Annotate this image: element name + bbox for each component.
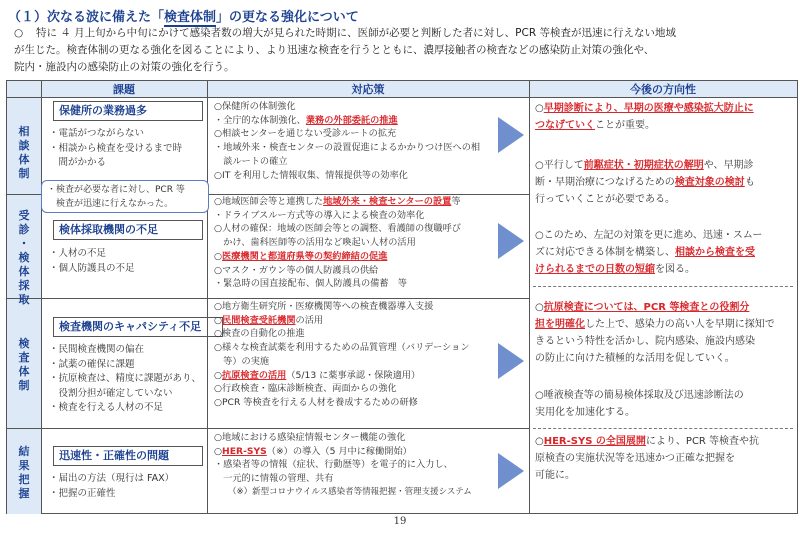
section-heading	[8, 6, 359, 25]
direction-text: や、早期診	[703, 160, 754, 171]
list-item: ・試薬の確保に課題	[49, 358, 135, 370]
category-char: 検	[18, 337, 30, 350]
measure-highlight: 医療機関と都道府県等の契約締結の促進	[222, 250, 388, 262]
category-char: 体	[18, 365, 30, 378]
measure-item: ○HER-SYS（※）の導入（5 月中に稼働開始）	[214, 445, 412, 457]
list-item: ・民間検査機関の偏在	[49, 344, 145, 355]
measure-highlight: 地域外来・検査センターの設置	[323, 196, 452, 207]
category-char: 制	[18, 167, 30, 180]
category-sampling	[11, 209, 37, 307]
measure-item: ○行政検査・臨床診断検査、両面からの強化	[214, 383, 397, 395]
callout-line-1: ・検査が必要な者に対し、PCR 等	[47, 185, 185, 195]
intro-line-1	[14, 25, 794, 42]
category-char: 採	[18, 279, 30, 292]
heading-prefix: （１）次なる波に備えた「	[8, 10, 165, 25]
measure-item: ○医療機関と都道府県等の契約締結の促進	[214, 250, 388, 262]
measure-item: ・ドライブスルー方式等の導入による検査の効率化	[214, 209, 425, 221]
direction-block-5	[535, 387, 795, 421]
direction-line	[535, 433, 795, 450]
measure-highlight: 業務の外部委託の推進	[305, 114, 398, 126]
direction-line: の防止に向けた積極的な活用を促していく。	[535, 353, 735, 364]
intro-line-2: が生じた。検査体制の更なる強化を図ることにより、より迅速な検査を行うとともに、濃厚接触者の検査などの感染防止対策の強化や、	[14, 44, 655, 56]
direction-block-3	[535, 227, 795, 278]
direction-highlight: 相談から検査を受	[675, 247, 755, 258]
category-results	[11, 445, 37, 501]
header-measures: 対応策	[207, 81, 529, 98]
intro-text-1: 特に ４ 月上旬から中旬にかけて感染者数の増大が見られた時期に、医師が必要と判断した者に対し、PCR 等検査が迅速に行えない地域	[36, 27, 676, 39]
category-consultation	[11, 125, 37, 181]
strategy-table	[6, 80, 798, 514]
direction-line	[535, 157, 795, 174]
row-divider-3	[7, 428, 529, 429]
measures-group-3	[214, 300, 496, 410]
direction-line	[535, 100, 795, 117]
list-item: ・抗原検査は、精度に課題があり、	[49, 373, 202, 384]
category-char: 把	[18, 473, 30, 486]
direction-highlight: HER-SYS の全国展開	[543, 436, 646, 447]
category-char: 査	[18, 351, 30, 364]
direction-line	[535, 117, 795, 134]
direction-highlight: 早期診断により、早期の医療や感染拡大防止に	[543, 103, 754, 114]
direction-divider-1	[533, 286, 793, 287]
measure-item: 談ルートの確立	[214, 155, 288, 167]
category-char: 受	[18, 209, 30, 222]
measure-item: 等）の実施	[214, 355, 270, 367]
direction-highlight: 抗原検査については、PCR 等検査との役割分	[543, 302, 750, 313]
direction-text: ○	[535, 103, 544, 114]
issue-list-3	[49, 343, 207, 416]
measure-text: ○地域医師会等と連携した	[214, 196, 324, 207]
page-number: 19	[393, 516, 407, 527]
problem-capacity: 検査機関のキャパシティ不足	[53, 317, 223, 337]
list-item: ・把握の正確性	[49, 487, 116, 499]
divider-issues	[207, 81, 208, 513]
measure-item: ○保健所の体制強化	[214, 101, 296, 112]
arrow-right-icon	[498, 453, 524, 489]
measure-text: 等	[451, 196, 461, 207]
category-testing	[11, 337, 37, 393]
measure-item: ○IT を利用した情報収集、情報提供等の効率化	[214, 169, 408, 181]
category-char: 結	[18, 445, 30, 458]
direction-block-6	[535, 433, 795, 484]
measures-group-2	[214, 195, 496, 291]
category-char: ・	[18, 237, 30, 250]
measure-item: かけ、歯科医師等の活用など喚起い人材の活用	[214, 237, 416, 249]
category-char: 相	[18, 125, 30, 138]
measure-item: ○地域における感染症情報センター機能の強化	[214, 432, 406, 443]
list-item: ・人材の不足	[49, 248, 107, 259]
list-item: ・届出の方法（現行は FAX）	[49, 473, 175, 484]
category-char: 果	[18, 459, 30, 472]
direction-line: 原検査の実施状況等を迅速かつ正確な把握を	[535, 453, 735, 464]
direction-line	[535, 261, 795, 278]
direction-text: も	[744, 177, 755, 188]
heading-emphasis: 検査体制	[164, 10, 217, 25]
measure-item: ・緊急時の国直接配布、個人防護具の備蓄 等	[214, 278, 407, 290]
header-corner	[7, 81, 41, 98]
direction-highlight: けられるまでの日数の短縮	[535, 264, 655, 275]
arrow-right-icon	[498, 117, 524, 153]
direction-text: ズに対応できる体制を構築し、	[535, 247, 675, 258]
callout-line-2: 検査が迅速に行えなかった。	[47, 199, 174, 209]
issue-list-2	[49, 247, 199, 276]
measure-item: 一元的に情報の管理、共有	[214, 473, 334, 485]
measure-highlight: 民間検査受託機関	[222, 314, 296, 326]
category-char: 体	[18, 153, 30, 166]
category-char: 取	[18, 293, 30, 306]
category-char: 談	[18, 139, 30, 152]
measure-item: ○PCR 等検査を行える人材を養成するための研修	[214, 396, 418, 408]
arrow-right-icon	[498, 343, 524, 379]
direction-text: により、PCR 等検査や抗	[645, 436, 760, 447]
measure-item	[214, 114, 496, 128]
direction-highlight: 前駆症状・初期症状の解明	[583, 160, 704, 171]
direction-line	[535, 174, 795, 191]
measure-item: ○検査の自動化の推進	[214, 328, 305, 340]
measure-highlight: 抗原検査の活用	[222, 369, 287, 381]
arrow-right-icon	[498, 223, 524, 259]
direction-text: ことが重要。	[595, 120, 655, 131]
problem-sampling: 検体採取機関の不足	[53, 220, 203, 240]
issue-list-4	[49, 472, 199, 501]
row-divider-2	[7, 298, 529, 299]
measure-text: （5/13 に薬事承認・保険適用）	[286, 369, 421, 381]
divider-measures	[529, 81, 530, 513]
direction-line: ○このため、左記の対策を更に進め、迅速・スムー	[535, 230, 763, 241]
list-item: ・個人防護具の不足	[49, 262, 135, 274]
direction-divider-2	[533, 428, 793, 429]
problem-speed-accuracy: 迅速性・正確性の問題	[53, 446, 203, 466]
header-directions: 今後の方向性	[529, 81, 797, 98]
header-issues: 課題	[41, 81, 207, 98]
list-item: 間がかかる	[49, 157, 107, 168]
intro-paragraph	[14, 25, 794, 76]
direction-line	[535, 299, 795, 316]
list-item: ・相談から検査を受けるまで時	[49, 142, 183, 154]
measure-item	[214, 195, 496, 209]
list-item: ・電話がつながらない	[49, 128, 145, 139]
direction-line	[535, 316, 795, 333]
divider-category	[41, 81, 42, 513]
measure-text: の活用	[295, 314, 324, 326]
measure-item: ○相談センターを通じない受診ルートの拡充	[214, 128, 397, 140]
measure-item: ○人材の確保：地域の医師会等との調整、看護師の復職呼び	[214, 223, 461, 235]
measure-item: ・地域外来・検査センターの設置促進によるかかりつけ医への相	[214, 142, 481, 154]
list-item: ・検査を行える人材の不足	[49, 402, 164, 413]
measure-item: ○民間検査受託機関の活用	[214, 314, 324, 326]
measures-group-4	[214, 431, 496, 500]
direction-text: した上で、感染力の高い人を早期に探知で	[585, 319, 775, 330]
problem-health-center: 保健所の業務過多	[53, 101, 203, 121]
direction-line: 実用化を加速化する。	[535, 407, 635, 418]
intro-bullet: ○	[14, 27, 24, 39]
category-char: 診	[18, 223, 30, 236]
direction-highlight: つなげていく	[535, 120, 595, 131]
callout-box	[41, 180, 209, 213]
direction-line: きるという特性を活かし、院内感染、施設内感染	[535, 336, 755, 347]
measure-highlight: HER-SYS	[222, 445, 267, 457]
measure-item: ○抗原検査の活用（5/13 に薬事承認・保険適用）	[214, 369, 421, 381]
direction-highlight: 担を明確化	[535, 319, 585, 330]
direction-text: ○平行して	[535, 160, 584, 171]
measure-text: （※）の導入（5 月中に稼働開始）	[266, 445, 412, 457]
measure-item: ○様々な検査試薬を利用するための品質管理（バリデーション	[214, 342, 470, 354]
direction-highlight: 検査対象の検討	[674, 177, 745, 188]
measure-item: ○地方衛生研究所・医療機関等への検査機器導入支援	[214, 301, 434, 312]
category-char: 制	[18, 379, 30, 392]
issue-list-1	[49, 127, 199, 171]
direction-line	[535, 244, 795, 261]
direction-text: を図る。	[655, 264, 695, 275]
measure-item: ・感染者等の情報（症状、行動歴等）を電子的に入力し、	[214, 459, 453, 471]
measure-text: ・全庁的な体制強化、	[214, 114, 306, 126]
direction-block-1	[535, 100, 795, 134]
direction-text: 断・早期治療につなげるための	[535, 177, 675, 188]
measures-group-1	[214, 100, 496, 182]
direction-block-2	[535, 157, 795, 208]
direction-line: 行っていくことが必要である。	[535, 194, 675, 205]
direction-line: 可能に。	[535, 470, 575, 481]
measure-item: ○マスク・ガウン等の個人防護具の供給	[214, 264, 379, 276]
intro-line-3: 院内・施設内の感染防止の対策の強化を行う。	[14, 61, 235, 73]
direction-block-4	[535, 299, 795, 367]
category-char: 検	[18, 251, 30, 264]
list-item: 役割分担が確定していない	[49, 387, 173, 399]
category-char: 握	[18, 487, 30, 500]
direction-line: ○唾液検査等の簡易検体採取及び迅速診断法の	[535, 390, 744, 401]
direction-text: ○	[535, 302, 544, 313]
measure-footnote: （※）新型コロナウイルス感染者等情報把握・管理支援システム	[228, 486, 472, 497]
heading-suffix: 」の更なる強化について	[216, 10, 359, 25]
direction-text: ○	[535, 436, 544, 447]
category-char: 体	[18, 265, 30, 278]
